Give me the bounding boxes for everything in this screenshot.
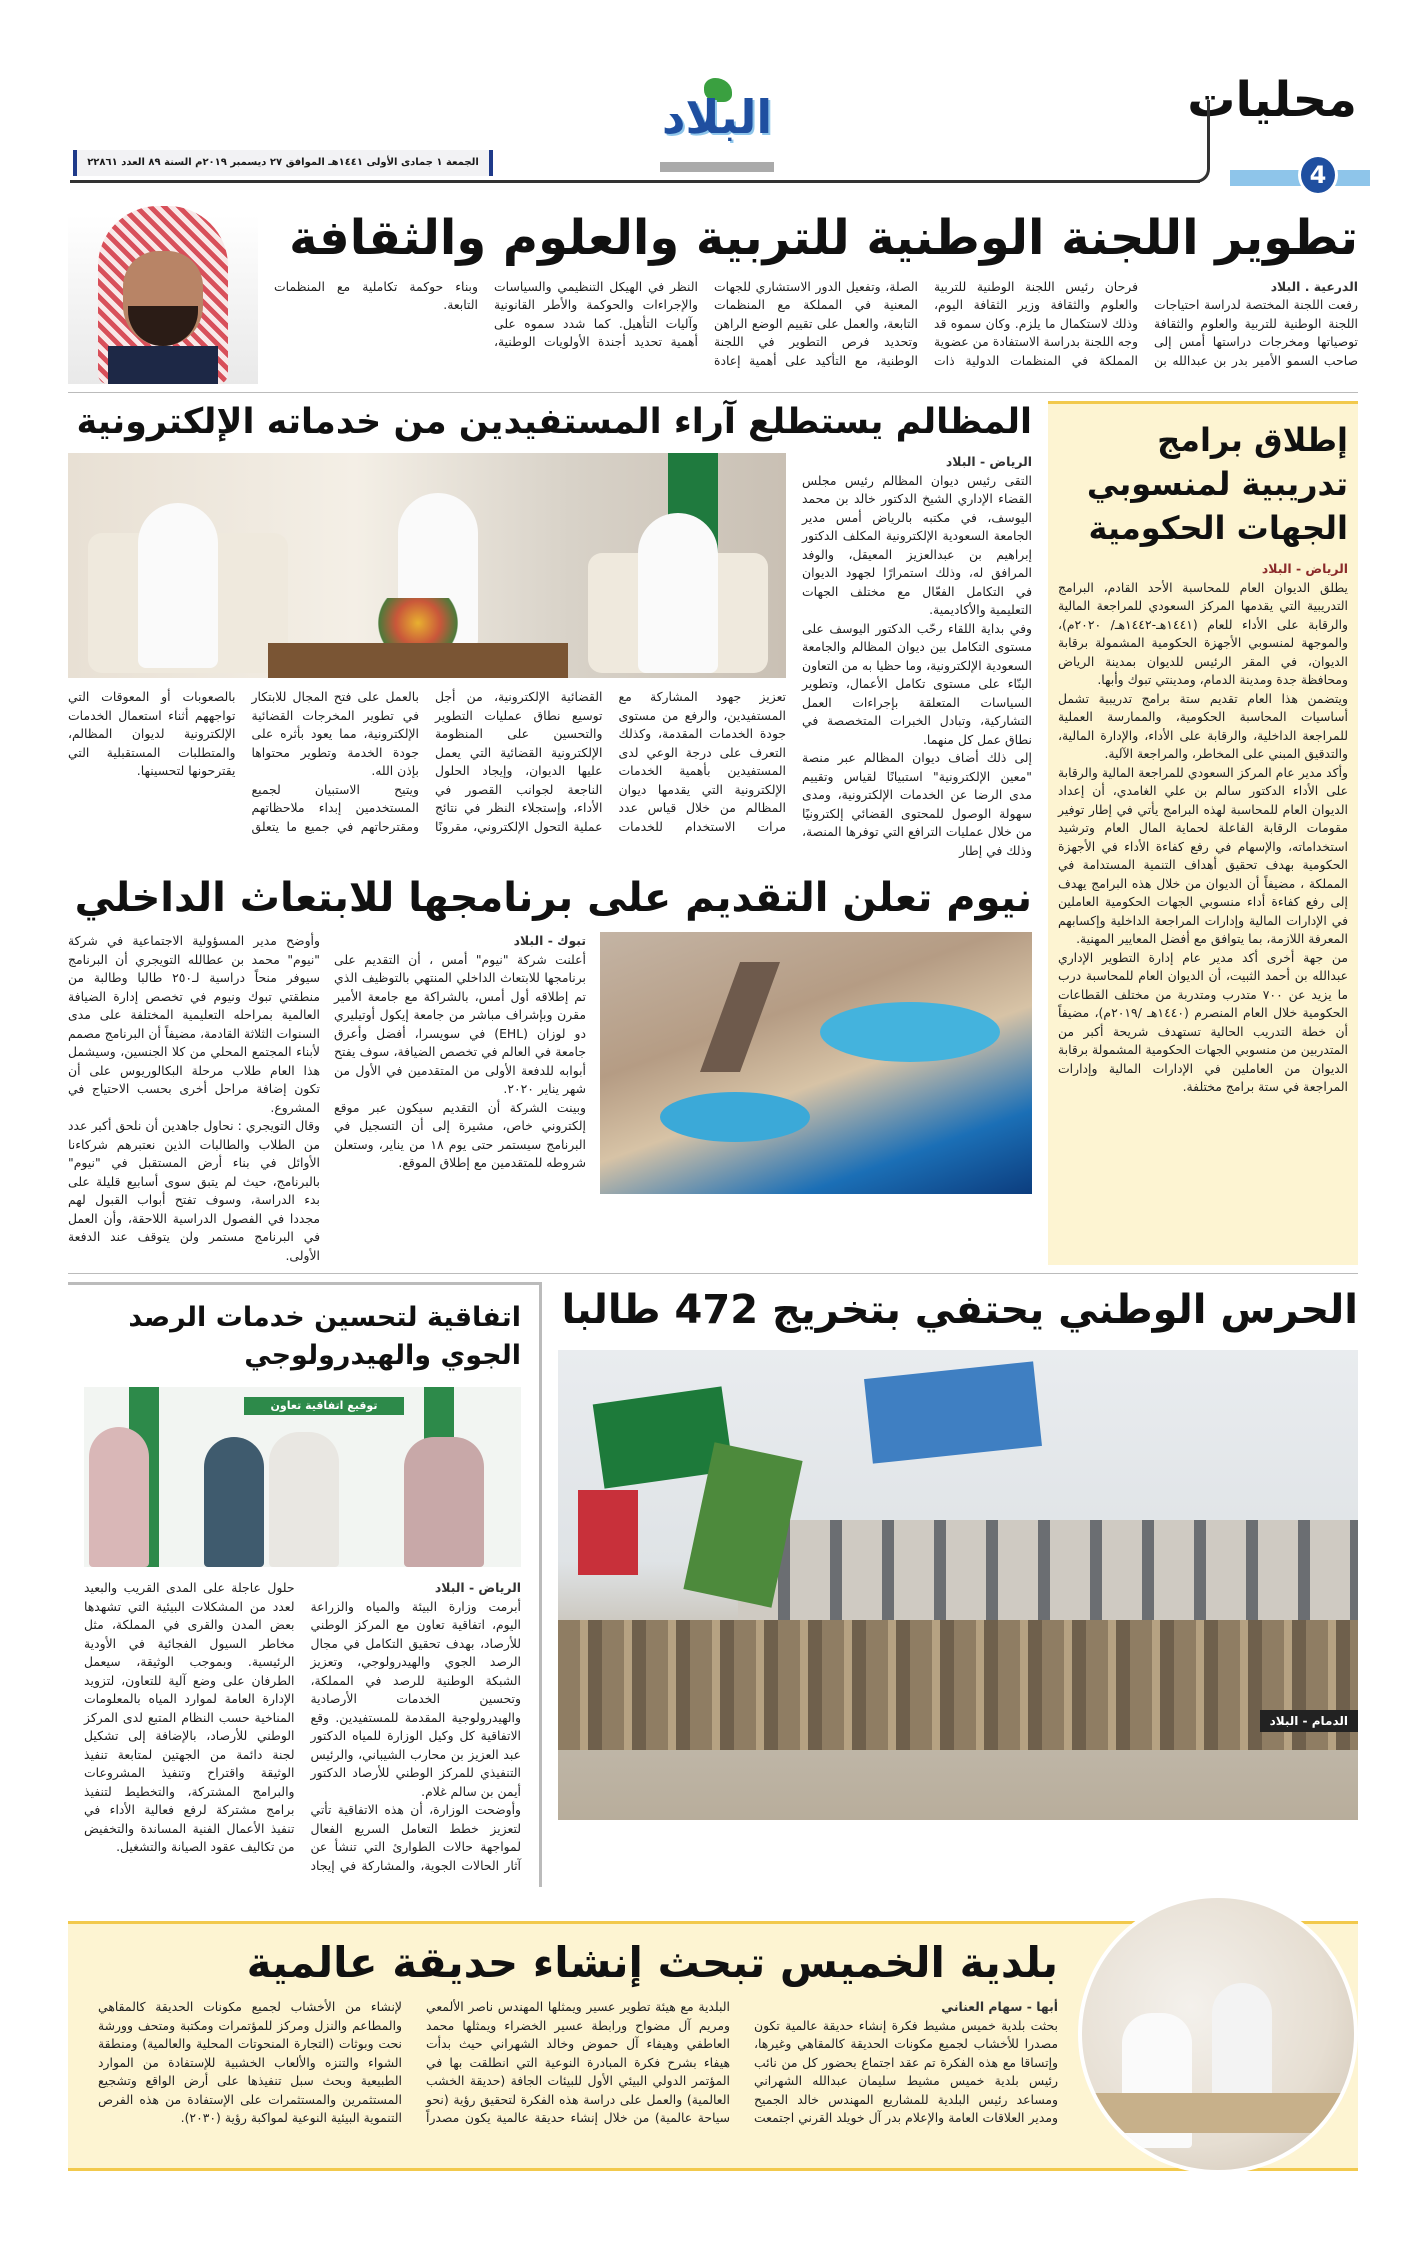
- article-body: [1058, 560, 1348, 1097]
- photo-person: [638, 513, 718, 673]
- section-curve: [1170, 100, 1210, 183]
- paragraph: رفعت اللجنة المختصة لدراسة احتياجات اللجنة الوطنية للتربية والعلوم والثقافة توصياتها ومخرجات دراستها أمس إلى صاحب السمو الأمير بدر بن عبدالله بن فرحان رئيس اللجنة الوطنية للتربية والعلوم والثقافة وزير الثقافة اليوم، وذلك لاستكمال ما يلزم. وكان سموه قد وجه اللجنة بدراسة الاستفادة من عضوية المملكة في المنظمات الدولية ذات الصلة، وتفعيل الدور الاستشاري للجهات المعنية في المملكة مع المنظمات التابعة، والعمل على تقييم الوضع الراهن وتحديد فرص التطوير في اللجنة الوطنية، مع التأكيد على أهمية إعادة النظر في الهيكل التنظيمي والسياسات والإجراءات والحوكمة والأطر القانونية وآليات التأهيل. كما شدد سموه على أهمية تحديد أجندة الأولويات الوطنية، وبناء حوكمة تكاملية مع المنظمات التابعة.: [274, 278, 1358, 368]
- divider: [68, 392, 1358, 393]
- photo-credit: الدمام - البلاد: [1260, 1710, 1358, 1732]
- logo-underbar: [660, 162, 774, 172]
- photo-flowers: [368, 598, 468, 648]
- paragraph: ويتضمن هذا العام تقديم ستة برامج تدريبية تشمل أساسيات المحاسبة الحكومية، والممارسة العملية للمراجعة الداخلية، والرقابة على الأداء، والإدارة المالية، والتدقيق المبني على المخاطر، والمراجعة الآلية.: [1058, 690, 1348, 761]
- paragraph: التقى رئيس ديوان المظالم رئيس مجلس القضاء الإداري الشيخ الدكتور خالد بن محمد اليوسف، في مكتبه بالرياض أمس مدير الجامعة السعودية الإلكترونية المكلف الدكتور إبراهيم بن عبدالعزيز المعيقل، والوفد المرافق له، وذلك استمرارًا لجهود الديوان في التكامل الفعّال مع مختلف الجهات التعليمية والأكاديمية.: [802, 472, 1032, 617]
- article-training: [1048, 401, 1358, 1265]
- page-number-badge: 4: [1298, 154, 1338, 196]
- article-body: [84, 1579, 521, 1875]
- photo-soldiers: [558, 1620, 1358, 1750]
- paragraph: من جهة أخرى أكد مدير عام إدارة التطوير الإداري عبدالله بن أحمد الثبيت، أن الديوان العام للمحاسبة درب ما يزيد عن ٧٠٠ متدرب ومتدربة من مختلف القطاعات الحكومية خلال العام المنصرم (١٤٤٠هـ /٢٠١٩م)، مضيفاً أن خطة التدريب الحالية تستهدف شريحة أكبر من المتدربين من منسوبي الجهات الحكومية المشمولة برقابة الديوان من العاملين في الإدارات المالية وإدارات المراجعة في ستة برامج مختلفة.: [1058, 949, 1349, 1094]
- article-agreement: [68, 1282, 542, 1887]
- photo-building: [738, 1520, 1358, 1620]
- headline: تطوير اللجنة الوطنية للتربية والعلوم والثقافة: [289, 210, 1358, 266]
- article-body-col2: [68, 932, 320, 1265]
- section-title: محليات: [1187, 72, 1357, 128]
- dateline: أبها - سهام العناني: [941, 1999, 1058, 2015]
- photo-table: [268, 643, 568, 678]
- photo-person: [138, 503, 218, 668]
- minister-portrait-photo: [68, 196, 258, 384]
- photo-mountain-shadow: [700, 962, 780, 1072]
- municipal-meeting-photo: [1078, 1894, 1358, 2174]
- dateline: الرياض - البلاد: [434, 1580, 521, 1595]
- article-national-guard: [558, 1282, 1358, 1820]
- paragraph: تعزيز جهود المشاركة مع المستفيدين، والرفع من مستوى جودة الخدمات المقدمة، وكذلك التعرف على درجة الوعي لدى المستفيدين بأهمية الخدمات الإلكترونية التي يقدمها ديوان المظالم من خلال قياس عدد مرات الاستخدام للخدمات القضائية الإلكترونية، من أجل توسيع نطاق عمليات التطوير والتحسين على المنظومة الإلكترونية القضائية التي يعمل عليها الديوان، وإيجاد الحلول الناجعة لجوانب القصور في الأداء، وإستجلاء النظر في نتائج عملية التحول الإلكتروني، مقرونًا بالعمل على فتح المجال للابتكار في تطوير المخرجات القضائية الإلكترونية، مما يعود بأثره على جودة الخدمة وتطوير محتواها بإذن الله.: [251, 689, 786, 834]
- article-body-column: [802, 453, 1032, 860]
- article-body: [98, 1998, 1058, 2128]
- paragraph: وأكد مدير عام المركز السعودي للمراجعة المالية والرقابة على الأداء الدكتور سالم بن علي الغامدي، أن إعداد الديوان العام للمحاسبة لهذه البرامج يأتي في إطار توفير مقومات الرقابة الفاعلة لحماية المال العام وترشيد استخداماته، والإسهام في رفع كفاءة الأداء في الأجهزة الحكومية بهدف تحقيق أهداف التنمية المستدامة في المملكة ، مضيفاً أن الديوان من خلال هذه البرامج يهدف إلى رفع كفاءة أداء منسوبي الجهات الحكومية العاملين في الإدارات المالية وإدارات المراجعة الداخلية وإكسابهم المعرفة اللازمة، بما يتوافق مع أفضل المعايير المهنية.: [1058, 764, 1348, 946]
- headline: بلدية الخميس تبحث إنشاء حديقة عالمية: [246, 1938, 1058, 1987]
- meeting-photo: [68, 453, 786, 678]
- masthead: [0, 0, 1421, 196]
- paragraph: وقال التويجري : نحاول جاهدين أن نلحق أكبر عدد من الطلاب والطالبات الذين نعتبرهم شركاءنا الأوائل في بناء أرض المستقبل في "نيوم" بالبرنامج، حيث لم يتبق سوى أسابيع قليلة على بدء الدراسة، وسوف تفتح أبواب القبول لهم مجددا في الفصول الدراسية اللاحقة، وأن العمل في البرنامج مستمر ولن يتوقف عند الدفعة الأولى.: [68, 1118, 320, 1263]
- article-body-col1: [334, 932, 586, 1173]
- portrait-robe: [108, 346, 218, 384]
- paragraph: وأوضحت الوزارة، أن هذه الاتفاقية تأتي لتعزيز خطط التعامل السريع الفعال لمواجهة حالات الطوارئ التي تنشأ عن آثار الحالات الجوية، والمشاركة في إيجاد حلول عاجلة على المدى القريب والبعيد لعدد من المشكلات البيئية التي تشهدها بعض المدن والقرى في المملكة، مثل مخاطر السيول الفجائية في الأودية الرئيسية. وبموجب الوثيقة، سيعمل الطرفان على وضع آلية للتعاون، لتزويد الإدارة العامة لموارد المياه بالمعلومات المناخية حسب النظام المتبع لدى المركز الوطني للأرصاد، بالإضافة إلى تشكيل لجنة دائمة من الجهتين لمتابعة تنفيذ الوثيقة واقتراح وتنفيذ المشروعات والبرامج المشتركة، والتخطيط لتنفيذ برامج مشتركة لرفع فعالية الأداء في تنفيذ الأعمال الفنية المساندة والتخفيض من تكاليف عقود الصيانة والتشغيل.: [84, 1580, 521, 1873]
- paragraph: بحثت بلدية خميس مشيط فكرة إنشاء حديقة عالمية تكون مصدرا للأخشاب لجميع مكونات الحديقة كالمقاهي وغيرها، وإتساقا مع هذه الفكرة تم عقد اجتماع بحضور كل من نائب رئيس بلدية خميس مشيط سليمان عبدالله الشهراني ومساعد رئيس البلدية للمشاريع المهندس خالد الجميح ومدير العلاقات العامة والإعلام بدر آل خويلد القرني اجتمعت البلدية مع هيئة تطوير عسير ويمثلها المهندس ناصر الألمعي ومريم آل مضواح ورابطة عسير الخضراء ويمثلها محمد العاطفي وهيفاء آل حموض وخالد الشهراني حيث بدأت هيفاء بشرح فكرة المبادرة النوعية التي انطلقت بها في المؤتمر الدولي البيئي الأول للبيئات الجافة (حديقة الخشب العالمية) والعمل على دراسة هذه الفكرة لتحقيق رؤية (نحو سياحة عالمية) من خلال إنشاء حديقة عالمية يكون مصدراً لإنشاء من الأخشاب لجميع مكونات الحديقة كالمقاهي والمطاعم والنزل ومركز للمؤتمرات ومكتبة ومتحف وورشة نحت وبوثات (التجارة المنحوتات المحلية والعالمية) ومنطقة الشواء والتنزه والألعاب الخشبية للإستفادة من الموارد الطبيعية وبحث سبل تنفيذها على أرض الواقع وتشجيع المستثمرين والمستثمرات على الإستفادة من هذه الفرص التنموية البيئية النوعية لمواكبة رؤية (٢٠٣٠).: [98, 1999, 1058, 2126]
- paragraph: يطلق الديوان العام للمحاسبة الأحد القادم، البرامج التدريبية التي يقدمها المركز السعودي للمراجعة المالية والرقابة على الأداء للعام (١٤٤١هـ-١٤٤٢هـ/ ٢٠٢٠م)، والموجهة لمنسوبي الأجهزة الحكومية المشمولة برقابة الديوان، في المقر الرئيس للديوان بمدينة الرياض ومحافظة جدة ومدينة الدمام، ومدينتي تبوك وأبها.: [1058, 579, 1349, 687]
- photo-person: [204, 1437, 264, 1567]
- row-guard-agreement: [68, 1282, 1358, 1887]
- headline: إطلاق برامج تدريبية لمنسوبي الجهات الحكومية: [1086, 421, 1348, 547]
- headline: المظالم يستطلع آراء المستفيدين من خدماته الإلكترونية: [76, 402, 1032, 442]
- photo-table: [1092, 2093, 1352, 2133]
- paragraph: وبينت الشركة أن التقديم سيكون عبر موقع إلكتروني خاص، مشيرة إلى أن التسجيل في البرنامج سيستمر حتى يوم ١٨ من يناير، وستعلن شروطه للمتقدمين مع إطلاق الموقع.: [334, 1099, 587, 1170]
- photo-flag-red: [578, 1490, 638, 1575]
- headline: اتفاقية لتحسين خدمات الرصد الجوي والهيدرولوجي: [128, 1302, 521, 1371]
- paragraph: إلى ذلك أضاف ديوان المظالم عبر منصة "معين الإلكترونية" استبيانًا لقياس وتقييم مدى الرضا عن الخدمات الإلكترونية، ومدى سهولة الوصول للمحتوى القضائي إلكترونيًا من خلال عمليات الترافع التي توفرها المنصة، وذلك في إطار: [802, 750, 1032, 858]
- headline: نيوم تعلن التقديم على برنامجها للابتعاث الداخلي: [74, 875, 1032, 921]
- article-unesco: [68, 196, 1358, 384]
- divider: [68, 1273, 1358, 1274]
- dateline: الرياض - البلاد: [1261, 561, 1348, 576]
- photo-lagoon: [660, 1092, 810, 1142]
- coastline-aerial-photo: [600, 932, 1032, 1194]
- issue-date-box: الجمعة ١ جمادى الأولى ١٤٤١هـ الموافق ٢٧ ديسمبر ٢٠١٩م السنة ٨٩ العدد ٢٢٨٦١: [73, 150, 493, 176]
- mazalim-content: [68, 453, 1032, 860]
- article-neom: [68, 874, 1032, 1265]
- article-mazalim: [68, 401, 1032, 860]
- article-body-lower: [68, 688, 786, 836]
- paragraph: أعلنت شركة "نيوم" أمس ، أن التقديم على برنامجها للابتعاث الداخلي المنتهي بالتوظيف الذي تم إطلاقه أول أمس، بالشراكة مع جامعة الأمير مقرن وبإشراف مباشر من جامعة إيكول أوتيليري دو لوزان (EHL) في سويسرا، أفضل وأعرق جامعة في العالم في تخصص الضيافة، سوف يفتح أبوابه للدفعة الأولى من المتقدمين في الأول من شهر يناير ٢٠٢٠.: [334, 951, 586, 1096]
- mazalim-left: [68, 453, 786, 836]
- dateline: الدرعية . البلاد: [1270, 278, 1358, 294]
- paragraph: وفي بداية اللقاء رحّب الدكتور اليوسف على مستوى التكامل بين ديوان المظالم والجامعة السعودية الإلكترونية، وما حظيا به من التعاون البنّاء على مستوى تكامل الأعمال، وتطوير السياسات المتعلقة بإجراءات العمل التشاركية، وتبادل الخبرات المتخصصة في نطاق عمل كل منهما.: [802, 620, 1032, 747]
- photo-person: [269, 1432, 339, 1567]
- headline: الحرس الوطني يحتفي بتخريج 472 طالبا: [561, 1287, 1358, 1333]
- article-text: [274, 196, 1358, 370]
- photo-person: [1212, 1983, 1272, 2098]
- paragraph: وأوضح مدير المسؤولية الاجتماعية في شركة "نيوم" محمد بن عطالله التويجري أن البرنامج سيوفر منحاً دراسية لـ٢٥٠ طالبا وطالبة من منطقتي تبوك ونيوم في تخصص إدارة الضيافة العالمية بمراحله التعليمية المختلفة على مدى السنوات الثلاثة القادمة، مضيفاً أن البرنامج مصمم لأبناء المجتمع المحلي من كلا الجنسين، وسيشمل هذا العام طلاب مرحلة البكالوريوس على أن تكون إضافة مراحل أخرى بحسب الاحتياج في المشروع.: [68, 933, 320, 1115]
- newspaper-logo: [652, 78, 782, 173]
- photo-person: [89, 1427, 149, 1567]
- dateline: تبوك - البلاد: [513, 933, 586, 948]
- row-middle: [68, 401, 1358, 1265]
- neom-content: [68, 932, 1032, 1265]
- paragraph: أبرمت وزارة البيئة والمياه والزراعة اليوم، اتفاقية تعاون مع المركز الوطني للأرصاد، بهدف تحقيق التكامل في مجال الرصد الجوي والهيدرولوجي، وتعزيز الشبكة الوطنية للرصد في المملكة، وتحسين الخدمات الأرصادية والهيدرولوجية المقدمة للمستفيدين. وقع الاتفاقية كل وكيل الوزارة للمياه الدكتور عبد العزيز بن محارب الشيباني، والرئيس التنفيذي للمركز الوطني للأرصاد الدكتور أيمن بن سالم غلام.: [310, 1598, 521, 1799]
- article-khamis: [68, 1921, 1358, 2171]
- page-content: [68, 196, 1358, 2171]
- dateline: الرياض - البلاد: [945, 454, 1032, 469]
- paragraph: ويتيح الاستبيان لجميع المستخدمين إبداء ملاحظاتهم ومقترحاتهم في جميع ما يتعلق بالصعوبات أو المعوقات التي تواجههم أثناء استعمال الخدمات الإلكترونية لديوان المظالم، والمتطلبات المستقبلية التي يقترحونها لتحسينها.: [68, 689, 419, 834]
- photo-lagoon: [820, 1002, 1000, 1062]
- logo-text: البلاد: [661, 90, 773, 144]
- middle-left-stack: [68, 401, 1032, 1265]
- signing-ceremony-photo: [84, 1387, 521, 1567]
- article-body: [274, 278, 1358, 371]
- photo-flag-blue: [864, 1361, 1042, 1463]
- section-rule: [70, 180, 1200, 183]
- photo-person: [404, 1437, 484, 1567]
- graduation-parade-photo: [558, 1350, 1358, 1820]
- photo-banner: توقيع اتفاقية تعاون: [244, 1397, 404, 1415]
